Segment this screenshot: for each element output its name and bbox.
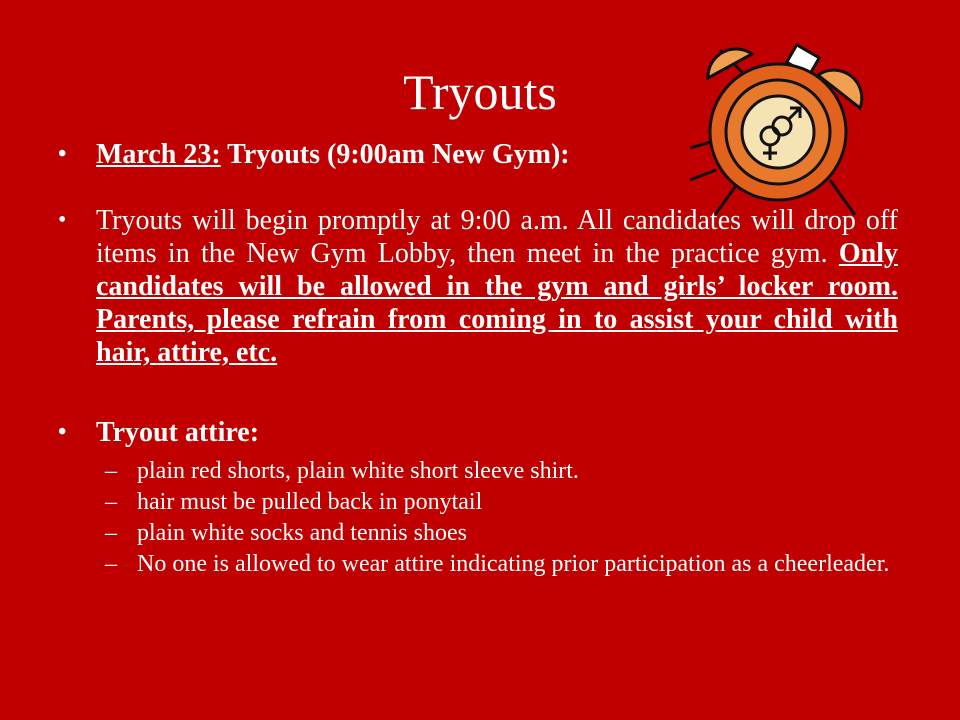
bullet-date [58,138,898,171]
instructions-emphasis: Only candidates will be allowed in the gym and girls’ locker room. Parents, please refrain from coming in to assist your child with hair, attire, etc. [96,238,898,368]
tryout-time-location: Tryouts (9:00am New Gym): [220,139,570,170]
attire-item [58,488,898,516]
attire-list [58,457,898,578]
attire-item [58,519,898,547]
dash-glyph: – [105,551,117,577]
bullet-instructions [58,204,898,369]
attire-heading: Tryout attire: [96,417,260,448]
attire-item [58,457,898,485]
slide-title: Tryouts [403,64,557,120]
bullet-glyph: • [58,141,67,167]
attire-item-text: plain white socks and tennis shoes [137,520,467,546]
attire-item-text: plain red shorts, plain white short sleeve shirt. [137,458,579,484]
content [58,138,898,578]
dash-glyph: – [105,458,117,484]
bullet-glyph: • [58,419,67,445]
attire-item-text: hair must be pulled back in ponytail [137,489,483,515]
attire-item-text: No one is allowed to wear attire indicating prior participation as a cheerleader. [137,551,890,577]
attire-item [58,550,898,578]
bullet-glyph: • [58,207,67,233]
tryout-date: March 23: [96,139,221,170]
dash-glyph: – [105,489,117,515]
instructions-text: Tryouts will begin promptly at 9:00 a.m. All candidates will drop off items in the New Gym Lobby, then meet in the practice gym. [96,205,898,269]
dash-glyph: – [105,520,117,546]
bullet-attire [58,416,898,449]
